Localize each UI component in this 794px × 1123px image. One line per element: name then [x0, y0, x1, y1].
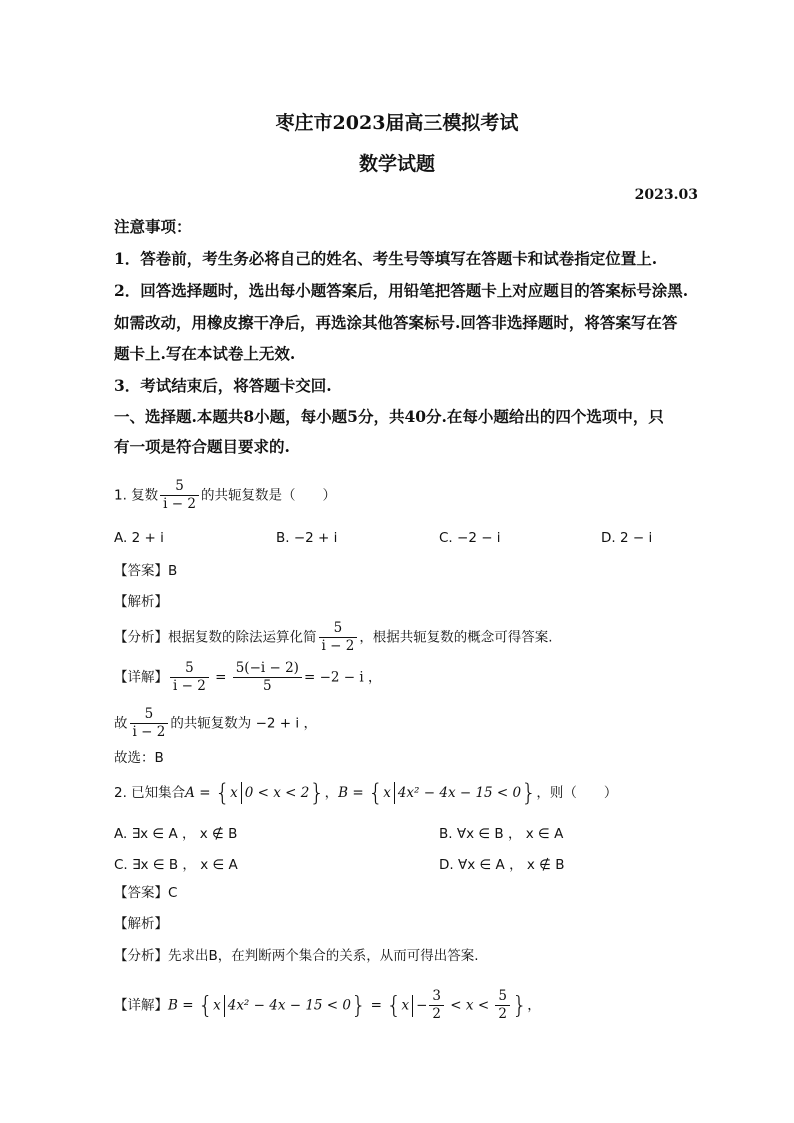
q1-detail-frac1-den: i − 2 [173, 678, 206, 694]
q1-detail-label: 【详解】 [114, 669, 168, 686]
q1-suffix: 的共轭复数是（ ） [200, 487, 336, 504]
q2-setA-x: x [230, 785, 238, 801]
q1-prefix: 1. 复数 [114, 487, 159, 504]
q1-fraction [160, 478, 199, 513]
q2-option-d: D. ∀x ∈ A ， x ∉ B [439, 857, 565, 873]
q2-detail-cond: 4x² − 4x − 15 < 0 [227, 997, 352, 1014]
q2-setA-label: A = [185, 785, 215, 801]
q2-detail-frac2-num: 5 [495, 988, 510, 1006]
q2-detail: 【详解】B = {x 4x² − 4x − 15 < 0} = {x − $\frac{3}{2}$ < x < $\frac{5}{2}$ }， [114, 988, 541, 1022]
q1-detail-result: = −2 − i ， [303, 669, 382, 686]
q1-gu-prefix: 故 [114, 715, 128, 732]
q1-frac-num: 5 [160, 478, 199, 496]
q1-gu-suffix: 的共轭复数为 −2 + i ， [170, 715, 317, 732]
q2-setB-cond: 4x² − 4x − 15 < 0 [397, 785, 522, 801]
q2-answer-value: C [168, 885, 178, 901]
q2-detail-frac2 [495, 988, 510, 1023]
q1-option-b: B. −2 + i [276, 530, 338, 546]
q2-detail-x: x [213, 997, 221, 1014]
notice-heading: 注意事项： [114, 217, 192, 236]
q1-analysis-label: 【解析】 [114, 594, 168, 610]
q1-fenxi-text: 根据复数的除法运算化简 [168, 629, 317, 646]
q1-conclusion [114, 706, 317, 741]
notice-item-3: 3．考试结束后，将答题卡交回. [114, 376, 332, 395]
q2-prefix: 2. 已知集合 [114, 785, 186, 801]
notice-item-2: 2．回答选择题时，选出每小题答案后，用铅笔把答题卡上对应题目的答案标号涂黑. [114, 281, 689, 300]
q2-detail-minus: − [416, 997, 428, 1014]
q2-detail-frac1-den: 2 [432, 1006, 442, 1022]
q2-detail-x2: x [401, 997, 410, 1014]
question-2: 2. 已知集合A = {x 0 < x < 2}，B = {x 4x² − 4x − 15 < 0}，则（ ） [114, 779, 618, 807]
notice-item-2-cont2: 题卡上.写在本试卷上无效. [114, 344, 296, 363]
q2-fenxi [114, 946, 479, 966]
q2-option-b: B. ∀x ∈ B ， x ∈ A [439, 826, 564, 842]
q1-detail: 【详解】 $\frac{5}{i - 2}$ = $\frac{5(-i - 2)}{5}$ = −2 − i ， [114, 660, 382, 694]
q2-detail-frac1-num: 3 [429, 988, 444, 1006]
q2-setB-label: B = [338, 785, 368, 801]
exam-subtitle: 数学试题 [358, 153, 435, 175]
q1-option-d: D. 2 − i [601, 530, 653, 546]
q1-choose: 故选：B [114, 750, 164, 766]
q1-detail-frac2-num: 5(−i − 2) [233, 660, 302, 678]
q2-detail-label: 【详解】 [114, 997, 168, 1014]
q1-gu-fraction [130, 706, 169, 741]
q1-option-a: A. 2 + i [114, 530, 164, 546]
q1-gu-frac-num: 5 [130, 706, 169, 724]
q2-detail-mid: < x < [446, 997, 494, 1014]
q2-fenxi-text: 先求出B，在判断两个集合的关系，从而可得出答案. [168, 948, 479, 964]
q1-fenxi-frac-den: i − 2 [321, 638, 355, 654]
q2-option-a: A. ∃x ∈ A ， x ∉ B [114, 826, 238, 842]
notice-item-2-cont: 如需改动，用橡皮擦干净后，再选涂其他答案标号.回答非选择题时，将答案写在答 [114, 313, 678, 332]
q1-fenxi-label: 【分析】 [114, 629, 168, 646]
q1-detail-frac1-num: 5 [170, 660, 209, 678]
section-heading-line2: 有一项是符合题目要求的. [114, 437, 290, 456]
q2-comma: ， [324, 785, 339, 801]
q1-detail-frac2 [233, 660, 302, 695]
question-1 [114, 478, 336, 513]
q1-frac-den: i − 2 [163, 496, 196, 512]
q1-detail-frac1 [170, 660, 209, 695]
q1-answer-label: 【答案】 [114, 563, 168, 579]
q2-fenxi-label: 【分析】 [114, 948, 168, 964]
q2-answer [114, 883, 177, 903]
q1-gu-frac-den: i − 2 [132, 724, 166, 740]
q1-answer [114, 561, 177, 581]
notice-item-1: 1．答卷前，考生务必将自己的姓名、考生号等填写在答题卡和试卷指定位置上. [114, 249, 658, 268]
q2-setB-x: x [383, 785, 391, 801]
section-heading-line1: 一、选择题.本题共8小题，每小题5分，共40分.在每小题给出的四个选项中，只 [114, 407, 664, 426]
q1-option-c: C. −2 − i [439, 530, 501, 546]
exam-date: 2023.03 [634, 187, 698, 203]
q1-answer-value: B [168, 563, 178, 579]
q2-detail-lhs: B = [168, 997, 198, 1014]
q2-suffix: ，则（ ） [536, 785, 618, 801]
q1-fenxi [114, 620, 553, 655]
q2-detail-eq: = [366, 997, 387, 1014]
q1-fenxi-frac-num: 5 [319, 620, 358, 638]
q2-detail-frac2-den: 2 [498, 1006, 508, 1022]
q1-fenxi-text2: ，根据共轭复数的概念可得答案. [359, 629, 553, 646]
q2-setA-cond: 0 < x < 2 [244, 785, 310, 801]
q1-fenxi-fraction [319, 620, 358, 655]
q1-detail-frac2-den: 5 [263, 678, 272, 694]
exam-title: 枣庄市2023届高三模拟考试 [275, 112, 519, 134]
q2-detail-frac1 [429, 988, 444, 1023]
q2-option-c: C. ∃x ∈ B ， x ∈ A [114, 857, 238, 873]
q2-answer-label: 【答案】 [114, 885, 168, 901]
q2-analysis-label: 【解析】 [114, 916, 168, 932]
q2-detail-end: ， [527, 997, 541, 1014]
